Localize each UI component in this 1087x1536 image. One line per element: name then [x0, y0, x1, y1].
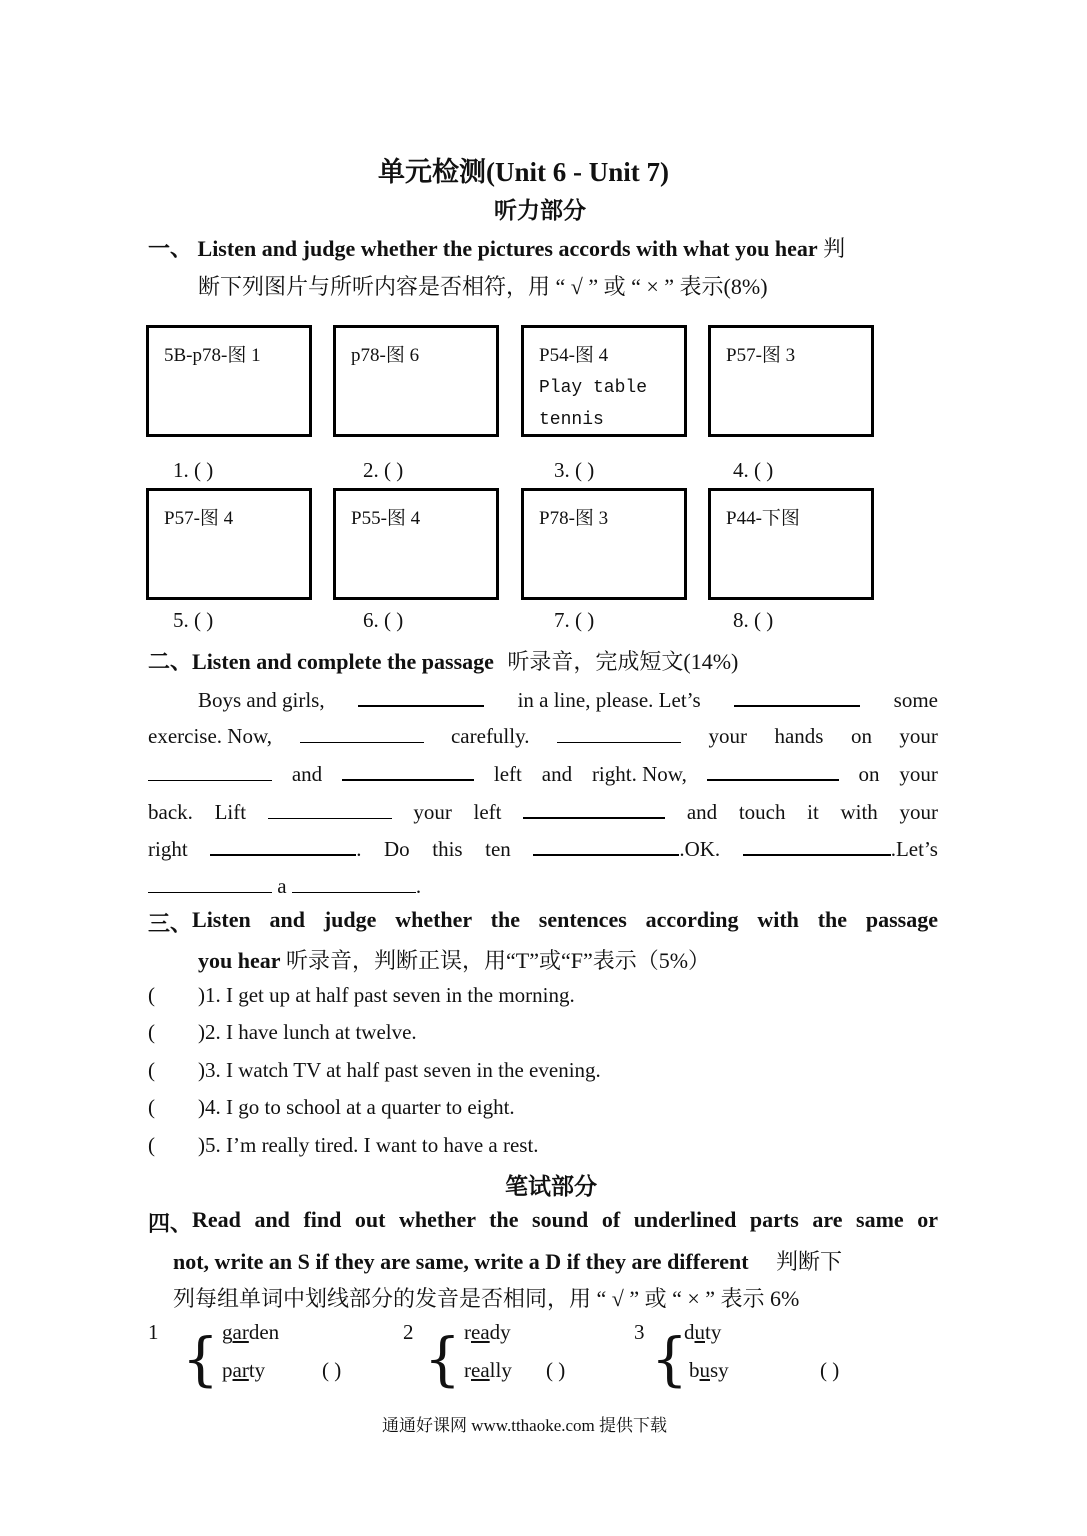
left-brace-icon: { [424, 1325, 461, 1393]
picture-label: p78-图 6 [351, 345, 420, 366]
word-ready: ready [464, 1320, 511, 1344]
judge-item-2[interactable]: ( )2. I have lunch at twelve. [148, 1020, 417, 1044]
section3-english-b: you hear [198, 948, 281, 973]
answer-6[interactable]: 6. ( ) [363, 608, 404, 632]
section2-heading [148, 645, 738, 676]
picture-label: 5B-p78-图 1 [164, 345, 261, 366]
blank-field[interactable] [342, 757, 474, 781]
blank-field[interactable] [743, 832, 891, 856]
blank-field[interactable] [268, 796, 392, 819]
picture-box-1 [146, 325, 312, 437]
word-group-1-answer[interactable]: ( ) [322, 1358, 342, 1382]
left-brace-icon: { [651, 1325, 688, 1393]
section4-number: 四、 [148, 1211, 193, 1236]
picture-box-8 [708, 488, 874, 600]
section4-heading [148, 1207, 938, 1238]
picture-label: P57-图 3 [726, 345, 796, 366]
picture-label: P78-图 3 [539, 508, 609, 529]
section2-number: 二、 [148, 649, 193, 674]
answer-7[interactable]: 7. ( ) [554, 608, 595, 632]
left-brace-icon: { [182, 1325, 219, 1393]
section3-chinese: 听录音，判断正误，用“T”或“F”表示（5%） [286, 948, 711, 973]
answer-8[interactable]: 8. ( ) [733, 608, 774, 632]
blank-field[interactable] [358, 683, 484, 707]
section1-chinese-b: 断下列图片与所听内容是否相符，用 “ √ ” 或 “ × ” 表示(8%) [198, 274, 768, 299]
blank-field[interactable] [300, 720, 424, 743]
section1-chinese-a: 判 [823, 236, 846, 261]
section3-english-a: Listen and judge whether the sentences according with the passage [192, 907, 938, 932]
word-garden: garden [222, 1320, 280, 1344]
word-group-3-number: 3 [634, 1320, 645, 1344]
word-group-3-answer[interactable]: ( ) [820, 1358, 840, 1382]
section2-english: Listen and complete the passage [192, 649, 494, 674]
word-group-1-number: 1 [148, 1320, 159, 1344]
passage-line-3: and left and right. Now, on your [148, 757, 938, 787]
blank-field[interactable] [148, 758, 272, 781]
word-duty: duty [684, 1320, 722, 1344]
answer-4[interactable]: 4. ( ) [733, 458, 774, 482]
blank-field[interactable] [210, 832, 356, 856]
written-subtitle: 笔试部分 [505, 1174, 597, 1199]
section4-chinese-b: 列每组单词中划线部分的发音是否相同，用 “ √ ” 或 “ × ” 表示 6% [173, 1286, 800, 1311]
answer-1[interactable]: 1. ( ) [173, 458, 214, 482]
word-party: party [222, 1358, 266, 1382]
judge-item-5[interactable]: ( )5. I’m really tired. I want to have a rest. [148, 1133, 539, 1157]
blank-field[interactable] [148, 870, 272, 893]
judge-item-4[interactable]: ( )4. I go to school at a quarter to eight. [148, 1095, 515, 1119]
section2-chinese: 听录音，完成短文(14%) [507, 649, 739, 674]
word-busy: busy [689, 1358, 729, 1382]
picture-label: P44-下图 [726, 508, 800, 529]
judge-item-3[interactable]: ( )3. I watch TV at half past seven in the evening. [148, 1058, 601, 1082]
picture-box-3 [521, 325, 687, 437]
blank-field[interactable] [523, 795, 665, 819]
blank-field[interactable] [533, 832, 679, 856]
picture-label: P55-图 4 [351, 508, 421, 529]
answer-5[interactable]: 5. ( ) [173, 608, 214, 632]
picture-caption: Play table tennis [539, 378, 648, 430]
judge-item-1[interactable]: ( )1. I get up at half past seven in the morning. [148, 983, 575, 1007]
section3-heading [148, 907, 938, 938]
section1-number: 一、 [148, 236, 193, 261]
section3-line-2 [198, 944, 710, 975]
picture-box-4 [708, 325, 874, 437]
passage-line-5: right . Do this ten .OK. .Let’s [148, 832, 938, 862]
blank-field[interactable] [734, 683, 860, 707]
picture-box-2 [333, 325, 499, 437]
picture-box-7 [521, 488, 687, 600]
picture-label: P54-图 4 [539, 345, 609, 366]
passage-line-6: a . [148, 870, 421, 899]
word-group-2-number: 2 [403, 1320, 414, 1344]
section1-english: Listen and judge whether the pictures accords with what you hear [197, 236, 818, 261]
picture-box-5 [146, 488, 312, 600]
blank-field[interactable] [557, 720, 681, 743]
section4-english-b: not, write an S if they are same, write a D if they are different [173, 1249, 749, 1274]
section4-line-2 [173, 1245, 842, 1276]
blank-field[interactable] [707, 757, 839, 781]
passage-line-1: Boys and girls, in a line, please. Let’s some [198, 683, 938, 713]
picture-box-6 [333, 488, 499, 600]
section1-heading [148, 232, 845, 263]
listening-subtitle: 听力部分 [494, 198, 586, 223]
passage-line-2: exercise. Now, carefully. your hands on your [148, 720, 938, 749]
picture-label: P57-图 4 [164, 508, 234, 529]
section4-english-a: Read and find out whether the sound of underlined parts are same or [192, 1207, 938, 1232]
section4-chinese-a: 判断下 [776, 1249, 843, 1274]
section3-number: 三、 [148, 911, 193, 936]
blank-field[interactable] [292, 870, 416, 893]
answer-3[interactable]: 3. ( ) [554, 458, 595, 482]
answer-2[interactable]: 2. ( ) [363, 458, 404, 482]
word-group-2-answer[interactable]: ( ) [546, 1358, 566, 1382]
footer-credit: 通通好课网 www.tthaoke.com 提供下载 [382, 1416, 668, 1435]
passage-line-4: back. Lift your left and touch it with your [148, 795, 938, 825]
page-title: 单元检测(Unit 6 - Unit 7) [378, 157, 669, 187]
word-really: really [464, 1358, 512, 1382]
